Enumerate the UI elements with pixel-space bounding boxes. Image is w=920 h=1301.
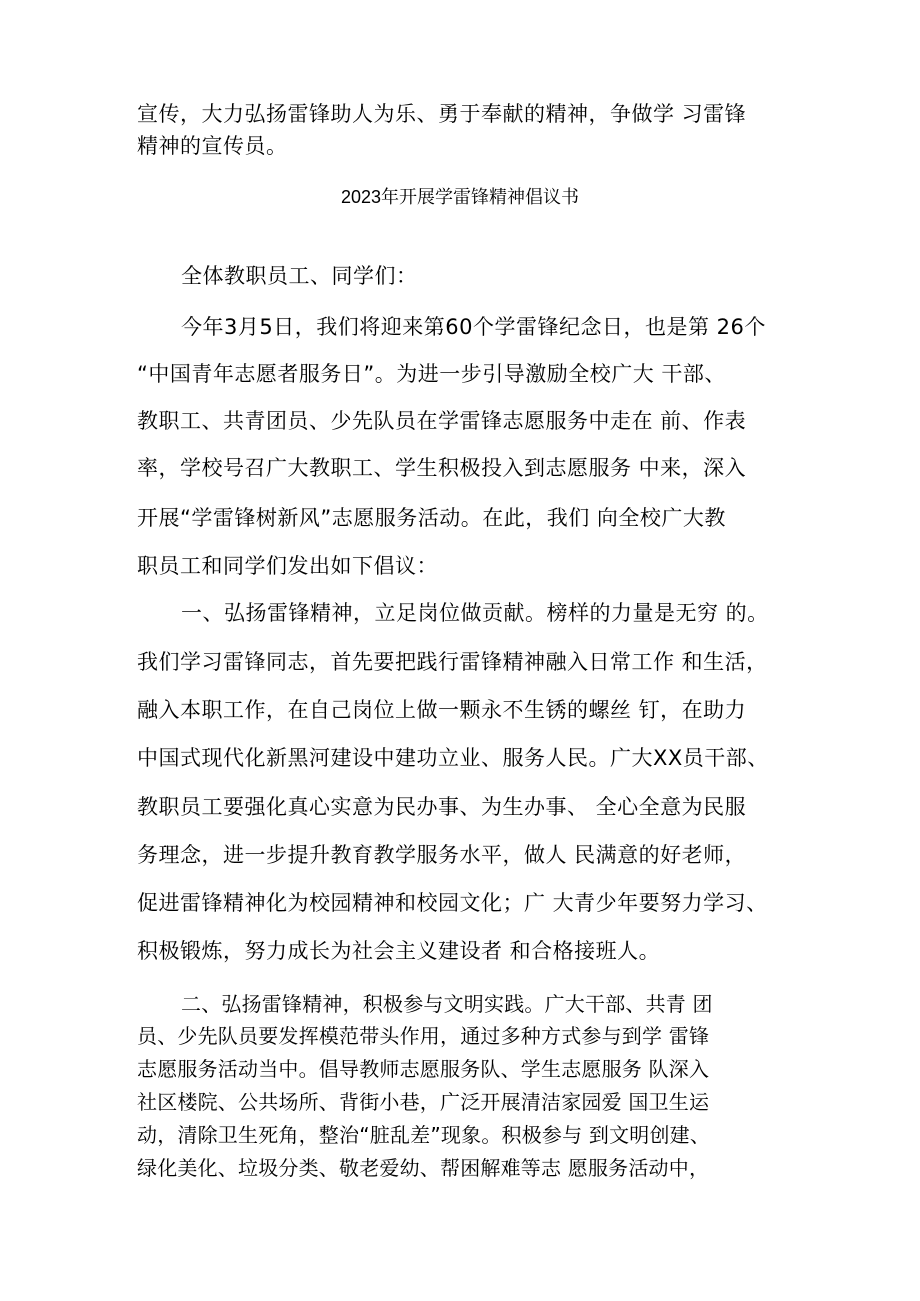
paragraph1-line-6: 职员工和同学们发出如下倡议： [137, 554, 438, 578]
paragraph1-line-3: 教职工、共青团员、少先队员在学雷锋志愿服务中走在 前、作表 [137, 409, 747, 433]
paragraph3-line-6: 绿化美化、垃圾分类、敬老爱幼、帮困解难等志 愿服务活动中， [137, 1156, 710, 1180]
paragraph2-line-5: 教职员工要强化真心实意为民办事、为生办事、 全心全意为民服 [137, 795, 747, 819]
paragraph2-line-8: 积极锻炼，努力成长为社会主义建设者 和合格接班人。 [137, 939, 661, 963]
paragraph2-line-3: 融入本职工作，在自己岗位上做一颗永不生锈的螺丝 钉，在助力 [137, 698, 747, 722]
paragraph2-line-2: 我们学习雷锋同志，首先要把践行雷锋精神融入日常工作 和生活， [137, 650, 768, 674]
paragraph1-line-1: 今年3月5日，我们将迎来第60个学雷锋纪念日，也是第 26个 [181, 315, 766, 339]
paragraph3-line-4: 社区楼院、公共场所、背街小巷，广泛开展清洁家园爱 国卫生运 [137, 1090, 710, 1114]
paragraph1-line-4: 率，学校号召广大教职工、学生积极投入到志愿服务 中来，深入 [137, 456, 747, 480]
intro-line-1: 宣传，大力弘扬雷锋助人为乐、勇于奉献的精神，争做学 习雷锋 [137, 102, 747, 126]
document-title: 2023年开展学雷锋精神倡议书 [340, 187, 580, 207]
paragraph3-line-1: 二、弘扬雷锋精神，积极参与文明实践。广大干部、共青 团 [181, 992, 713, 1016]
intro-line-2: 精神的宣传员。 [137, 134, 288, 158]
paragraph3-line-2: 员、少先队员要发挥模范带头作用，通过多种方式参与到学 雷锋 [137, 1024, 710, 1048]
paragraph1-line-5: 开展“学雷锋树新风”志愿服务活动。在此，我们 向全校广大教 [137, 506, 726, 530]
paragraph3-line-5: 动，清除卫生死角，整治“脏乱差”现象。积极参与 到文明创建、 [137, 1123, 711, 1147]
paragraph1-line-2: “中国青年志愿者服务日”。为进一步引导激励全校广大 干部、 [137, 362, 726, 386]
paragraph2-line-4: 中国式现代化新黑河建设中建功立业、服务人民。广大XX员干部、 [137, 746, 769, 770]
paragraph2-line-7: 促进雷锋精神化为校园精神和校园文化；广 大青少年要努力学习、 [137, 891, 768, 915]
salutation: 全体教职员工、同学们： [181, 264, 418, 288]
paragraph3-line-3: 志愿服务活动当中。倡导教师志愿服务队、学生志愿服务 队深入 [137, 1057, 710, 1081]
paragraph2-line-1: 一、弘扬雷锋精神，立足岗位做贡献。榜样的力量是无穷 的。 [181, 601, 769, 625]
paragraph2-line-6: 务理念，进一步提升教育教学服务水平，做人 民满意的好老师， [137, 843, 747, 867]
